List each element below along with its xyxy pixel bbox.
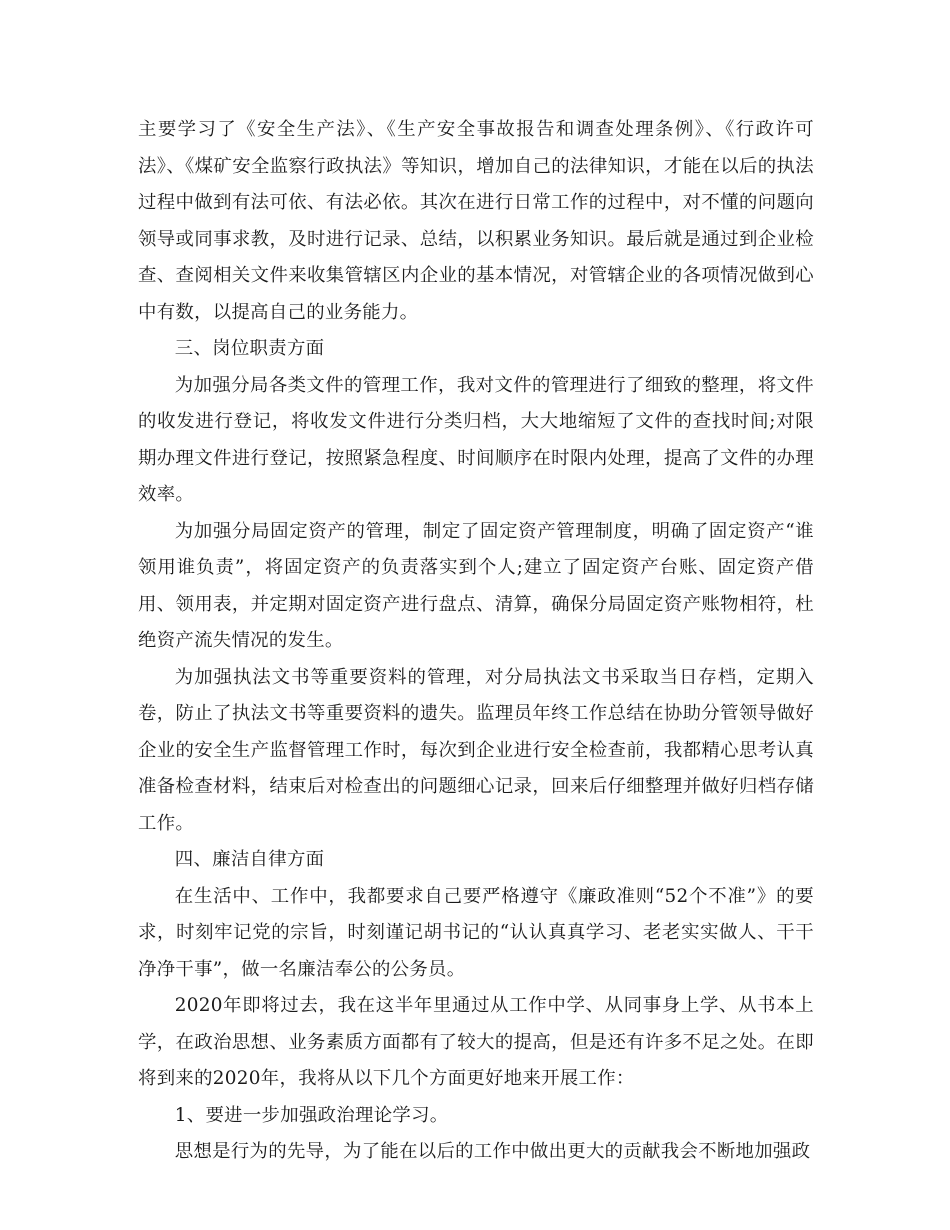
document-body (138, 112, 814, 1171)
section-heading-integrity: 四、廉洁自律方面 (174, 849, 325, 870)
paragraph-file-management: 为加强分局各类文件的管理工作，我对文件的管理进行了细致的整理，将文件的收发进行登记，将收发文件进行分类归档，大大地缩短了文件的查找时间;对限期办理文件进行登记，按照紧急程度、时间顺序在时限内处理，提高了文件的办理效率。 (138, 374, 814, 505)
paragraph-year-summary: 2020年即将过去，我在这半年里通过从工作中学、从同事身上学、从书本上学，在政治思想、业务素质方面都有了较大的提高，但是还有许多不足之处。在即将到来的2020年，我将从以下几个方面更好地来开展工作： (138, 995, 814, 1089)
paragraph-enforcement-documents: 为加强执法文书等重要资料的管理，对分局执法文书采取当日存档，定期入卷，防止了执法文书等重要资料的遗失。监理员年终工作总结在协助分管领导做好企业的安全生产监督管理工作时，每次到企业进行安全检查前，我都精心思考认真准备检查材料，结束后对检查出的问题细心记录，回来后仔细整理并做好归档存储工作。 (138, 666, 814, 834)
paragraph-integrity: 在生活中、工作中，我都要求自己要严格遵守《廉政准则“52个不准”》的要求，时刻牢记党的宗旨，时刻谨记胡书记的“认认真真学习、老老实实做人、干干净净干事”，做一名廉洁奉公的公务员。 (138, 885, 814, 980)
section-heading-job-duties: 三、岗位职责方面 (174, 338, 325, 359)
paragraph-fixed-assets: 为加强分局固定资产的管理，制定了固定资产管理制度，明确了固定资产“谁领用谁负责”，将固定资产的负责落实到个人;建立了固定资产台账、固定资产借用、领用表，并定期对固定资产进行盘点、清算，确保分局固定资产账物相符，杜绝资产流失情况的发生。 (138, 520, 814, 651)
paragraph-study-laws: 主要学习了《安全生产法》、《生产安全事故报告和调查处理条例》、《行政许可法》、《煤矿安全监察行政执法》等知识，增加自己的法律知识，才能在以后的执法过程中做到有法可依、有法必依。其次在进行日常工作的过程中，对不懂的问题向领导或同事求教，及时进行记录、总结，以积累业务知识。最后就是通过到企业检查、查阅相关文件来收集管辖区内企业的基本情况，对管辖企业的各项情况做到心中有数，以提高自己的业务能力。 (138, 119, 814, 323)
subheading-political-study: 1、要进一步加强政治理论学习。 (174, 1104, 449, 1126)
paragraph-thought-guidance: 思想是行为的先导，为了能在以后的工作中做出更大的贡献我会不断地加强政 (174, 1141, 811, 1162)
